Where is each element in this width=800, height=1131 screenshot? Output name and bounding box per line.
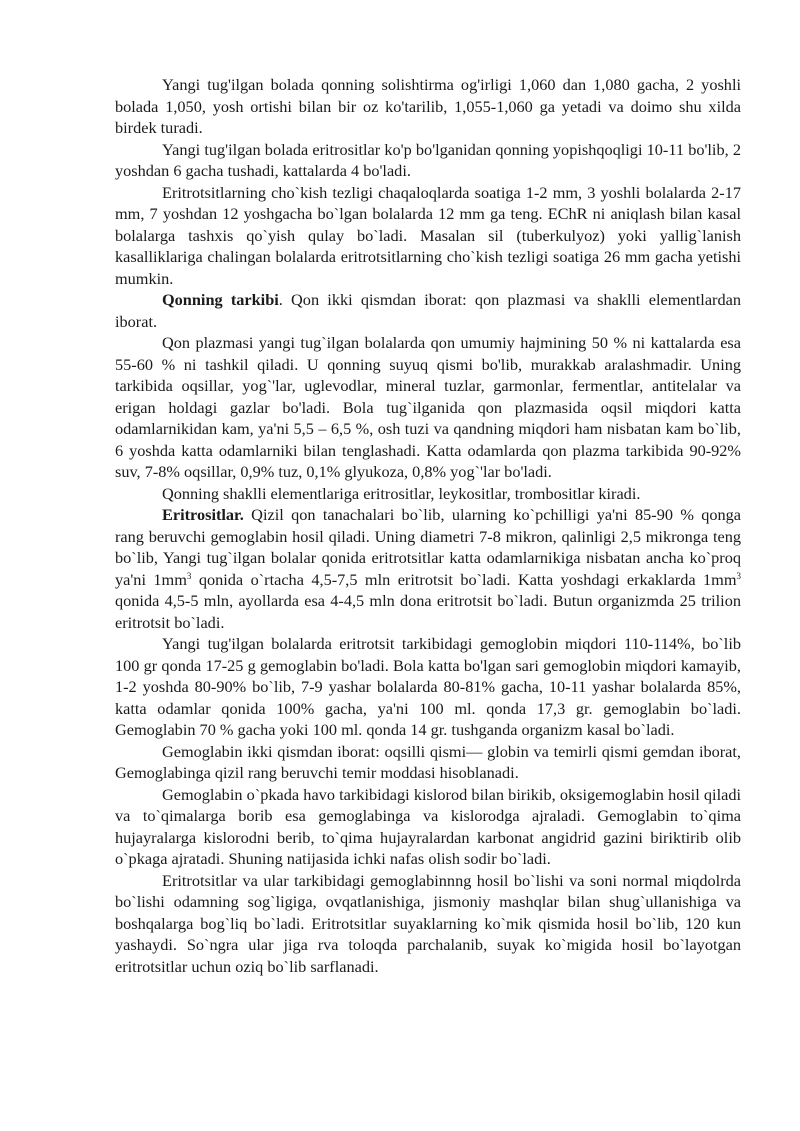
paragraph-text: Yangi tug'ilgan bolada qonning solishtirma og'irligi 1,060 dan 1,080 gacha, 2 yoshli bolada 1,050, yosh ortishi bilan bir oz ko'tarilib, 1,055-1,060 ga yetadi va doimo shu xilda birdek turadi. (115, 75, 741, 137)
paragraph-text: Eritrotsitlarning cho`kish tezligi chaqaloqlarda soatiga 1-2 mm, 3 yoshli bolalarda 2-17 mm, 7 yoshdan 12 yoshgacha bo`lgan bolalarda 12 mm ga teng. EChR ni aniqlash bilan kasal bolalarga tashxis qo`yish qulay bo`ladi. Masalan sil (tuberkulyoz) yoki yallig`lanish kasalliklariga chalingan bolalarda eritrotsitlarning cho`kish tezligi soatiga 26 mm gacha yetishi mumkin. (115, 182, 741, 288)
paragraph-text: Yangi tug'ilgan bolalarda eritrotsit tarkibidagi gemoglobin miqdori 110-114%, bo`lib 100 gr qonda 17-25 g gemoglabin bo'ladi. Bola katta bo'lgan sari gemoglobin miqdori kamayib, 1-2 yoshda 80-90% bo`lib, 7-9 yashar bolalarda 80-81% gacha, 10-11 yashar bolalarda 85%, katta odamlar qonida 100% gacha, ya'ni 100 ml. qonda 17,3 gr. gemoglabin bo`ladi. Gemoglabin 70 % gacha yoki 100 ml. qonda 14 gr. tushganda organizm kasal bo`ladi. (115, 634, 741, 739)
paragraph-esr (115, 182, 741, 290)
paragraph-text: Eritrotsitlar va ular tarkibidagi gemoglabinnng hosil bo`lishi va soni normal miqdolrda bo`lishi odamning sog`ligiga, ovqatlanishiga, jismoniy mashqlar bilan shug`ullanishiga va boshqalarga bog`liq bo`ladi. Eritrotsitlar suyaklarning ko`mik qismida hosil bo`lib, 120 kun yashaydi. So`ngra ular jiga rva toloqda parchalanib, suyak ko`migida hosil bo`layotgan eritrotsitlar uchun oziq bo`lib sarflanadi. (115, 870, 741, 976)
document-page (115, 74, 741, 977)
paragraph-hemoglobin-levels (115, 633, 741, 741)
section-heading-blood-composition: Qonning tarkibi (162, 290, 279, 309)
paragraph-plasma (115, 332, 741, 483)
paragraph-blood-composition (115, 289, 741, 332)
paragraph-text: Qizil qon tanachalari bo`lib, ularning ko`pchilligi ya'ni 85-90 % qonga rang beruvchi gemoglabin hosil qiladi. Uning diametri 7-8 mikron, qalinligi 2,5 mikronga teng bo`lib, Yangi tug`ilgan bolalar qonida eritrotsitlar katta odamlarnikiga nisbatan ancha ko`proq ya'ni 1mm (115, 505, 741, 589)
paragraph-density (115, 74, 741, 139)
paragraph-text: Qon plazmasi yangi tug`ilgan bolalarda qon umumiy hajmining 50 % ni kattalarda esa 55-60 % ni tashkil qiladi. U qonning suyuq qismi bo'lib, murakkab aralashmadir. Uning tarkibida oqsillar, yog`'lar, uglevodlar, mineral tuzlar, garmonlar, fermentlar, antitelalar va erigan holdagi gazlar bo'ladi. Bola tug`ilganida qon plazmasida oqsil miqdori katta odamlarnikidan kam, ya'ni 5,5 – 6,5 %, osh tuzi va qandning miqdori ham nisbatan kam bo`lib, 6 yoshda katta odamlarniki bilan tenglashadi. Katta odamlarda qon plazma tarkibida 90-92% suv, 7-8% oqsillar, 0,9% tuz, 0,1% glyukoza, 0,8% yog`'lar bo'ladi. (115, 333, 741, 481)
paragraph-formed-elements (115, 483, 741, 505)
paragraph-text: . Qon ikki qismdan iborat: qon plazmasi va shaklli elementlardan iborat. (115, 290, 741, 331)
paragraph-text: qonida o`rtacha 4,5-7,5 mln eritrotsit bo`ladi. Katta yoshdagi erkaklarda 1mm (191, 569, 737, 589)
paragraph-text: Yangi tug'ilgan bolada eritrositlar ko'p bo'lganidan qonning yopishqoqligi 10-11 bo'lib, 2 yoshdan 6 gacha tushadi, kattalarda 4 bo'ladi. (115, 139, 741, 180)
paragraph-text: Gemoglabin ikki qismdan iborat: oqsilli qismi— globin va temirli qismi gemdan iborat, Gemoglabinga qizil rang beruvchi temir moddasi hisoblanadi. (115, 741, 741, 782)
paragraph-text: Gemoglabin o`pkada havo tarkibidagi kislorod bilan birikib, oksigemoglabin hosil qiladi va to`qimalarga borib esa gemoglabinga va kislorodga ajraladi. Gemoglabin to`qima hujayralarga kislorodni berib, to`qima hujayralardan karbonat angidrid gazini biriktirib olib o`pkaga ajratadi. Shuning natijasida ichki nafas olish sodir bo`ladi. (115, 784, 741, 868)
paragraph-oxygen-transport (115, 784, 741, 870)
paragraph-text: qonida 4,5-5 mln, ayollarda esa 4-4,5 mln dona eritrotsit bo`ladi. Butun organizmda 25 trilion eritrotsit bo`ladi. (115, 591, 741, 632)
paragraph-erythrocyte-lifecycle (115, 870, 741, 978)
paragraph-text: Qonning shaklli elementlariga eritrositlar, leykositlar, trombositlar kiradi. (162, 483, 641, 503)
superscript: 3 (736, 570, 741, 581)
section-heading-erythrocytes: Eritrositlar. (162, 505, 244, 524)
paragraph-erythrocytes (115, 504, 741, 633)
superscript: 3 (186, 570, 192, 581)
paragraph-viscosity (115, 139, 741, 182)
paragraph-hemoglobin-structure (115, 741, 741, 784)
